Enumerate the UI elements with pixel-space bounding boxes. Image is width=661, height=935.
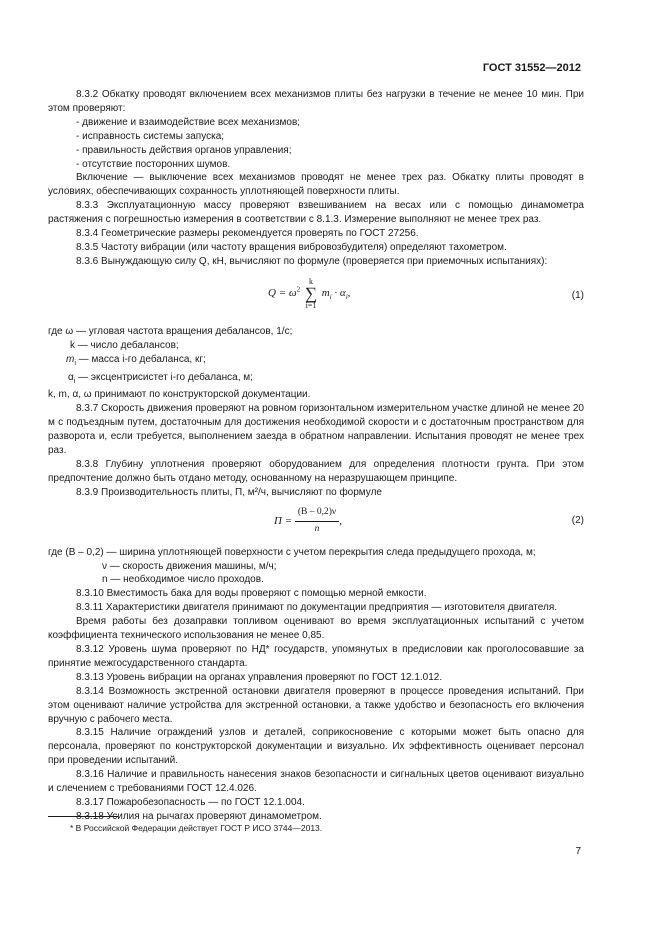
formula-2-number: (2)	[571, 514, 584, 526]
list-item: - исправность системы запуска;	[76, 130, 225, 142]
para-8-3-3: 8.3.3 Эксплуатационную массу проверяют взвешиванием на весах или с помощью динамометра растяжения с погрешностью измерения в соответствии с 8.1.3. Измерение выполняют не менее трех раз.	[48, 200, 584, 226]
list-item: - отсутствие посторонних шумов.	[76, 158, 231, 170]
para-8-3-2: 8.3.2 Обкатку проводят включением всех механизмов плиты без нагрузки в течение не менее 10 мин. При этом проверяют:	[48, 89, 584, 114]
where-params: k, m, α, ω принимают по конструкторской документации.	[48, 389, 311, 401]
para-8-3-15: 8.3.15 Наличие ограждений узлов и деталей, соприкосновение с которыми может быть опасно для персонала, проверяют по конструкторской документации и визуально. Их эффективность оценивает персонал при проведении испытаний.	[48, 727, 584, 767]
formula-1-number: (1)	[571, 289, 584, 301]
para-8-3-9: 8.3.9 Производительность плиты, П, м²/ч, вычисляют по формуле	[76, 486, 382, 498]
sum-symbol: k ∑ i=1	[304, 276, 318, 310]
para-8-3-13: 8.3.13 Уровень вибрации на органах управления проверяют по ГОСТ 12.1.012.	[76, 671, 443, 683]
page-number: 7	[575, 846, 581, 857]
para-8-3-5: 8.3.5 Частоту вибрации (или частоту вращения вибровозбудителя) определяют тахометром.	[76, 241, 507, 253]
document-header: ГОСТ 31552—2012	[482, 62, 581, 74]
para-8-3-7: 8.3.7 Скорость движения проверяют на ровном горизонтальном измерительном участке длиной не менее 20 м с подъездным путем, достаточным для достижения необходимой скорости и с достаточным пространством для разворота и, если требуется, выполнением заезда в обратном направлении. Испытания проводят не менее трех раз.	[48, 403, 584, 457]
where-alpha: $\alpha_i$ — эксцентрисистет i-го дебаланса, м;	[68, 371, 253, 385]
para-8-3-4: 8.3.4 Геометрические размеры рекомендуется проверять по ГОСТ 27256.	[76, 228, 419, 240]
para-8-3-18: 8.3.18 Усилия на рычагах проверяют динамометром.	[76, 810, 322, 822]
list-item: - движение и взаимодействие всех механизмов;	[76, 116, 301, 128]
list-item: - правильность действия органов управления;	[76, 144, 292, 156]
where-k: k — число дебалансов;	[70, 339, 179, 351]
para-8-3-17: 8.3.17 Пожаробезопасность — по ГОСТ 12.1.004.	[76, 796, 305, 808]
para-8-3-6: 8.3.6 Вынуждающую силу Q, кН, вычисляют по формуле (проверяется при приемочных испытаниях):	[76, 255, 548, 267]
formula-1	[48, 271, 584, 321]
formula-2-body: П = $\frac{(B - 0,2)\nu}{n}$ ,	[274, 506, 342, 537]
where-m: $m_i$ — масса i-го дебаланса, кг;	[66, 353, 206, 367]
footnote-divider	[48, 816, 118, 817]
para-8-3-8: 8.3.8 Глубину уплотнения проверяют оборудованием для определения плотности грунта. При этом предпочтение должно быть отдано методу, основанному на неразрушающем принципе.	[48, 458, 584, 484]
formula-2-fraction: $\frac{(B - 0,2)\nu}{n}$	[295, 506, 339, 537]
para-8-3-10: 8.3.10 Вместимость бака для воды проверяют с помощью мерной емкости.	[76, 588, 427, 600]
formula-2	[48, 500, 584, 544]
footnote: * В Российской Федерации действует ГОСТ Р ИСО 3744—2013.	[70, 823, 323, 833]
where-width: где (B – 0,2) — ширина уплотняющей поверхности с учетом перекрытия следа предыдущего прохода, м;	[48, 546, 536, 558]
body-text	[48, 88, 584, 824]
formula-1-body: $Q = \omega^2$ k ∑ i=1 $m_i \cdot \alpha_i$,	[268, 276, 351, 310]
para-8-3-16: 8.3.16 Наличие и правильность нанесения знаков безопасности и сигнальных цветов оценивают визуально и слечением с требованиями ГОСТ 12.4.026.	[48, 769, 584, 795]
para-fuel-time: Время работы без дозаправки топливом оценивают во время эксплуатационных испытаний с учетом коэффициента технического использования не менее 0,85.	[48, 616, 584, 642]
where-speed: ν — скорость движения машины, м/ч;	[102, 560, 277, 572]
where-omega: где ω — угловая частота вращения дебалансов, 1/с;	[48, 325, 293, 337]
where-passes: n — необходимое число проходов.	[102, 574, 264, 586]
para-8-3-14: 8.3.14 Возможность экстренной остановки двигателя проверяют в процессе проведения испытаний. При этом оценивают наличие устройства для экстренной остановки, а также удобство и безопасность его включения вручную с рабочего места.	[48, 685, 584, 725]
para-switching: Включение — выключение всех механизмов проводят не менее трех раз. Обкатку плиты проводят в условиях, обеспечивающих сохранность уплотняющей поверхности плиты.	[48, 172, 584, 198]
para-8-3-12: 8.3.12 Уровень шума проверяют по НД* государств, упомянутых в предисловии как проголосовавшие за принятие межгосударственного стандарта.	[48, 644, 584, 669]
para-8-3-11: 8.3.11 Характеристики двигателя принимают по документации предприятия — изготовителя двигателя.	[76, 602, 558, 614]
